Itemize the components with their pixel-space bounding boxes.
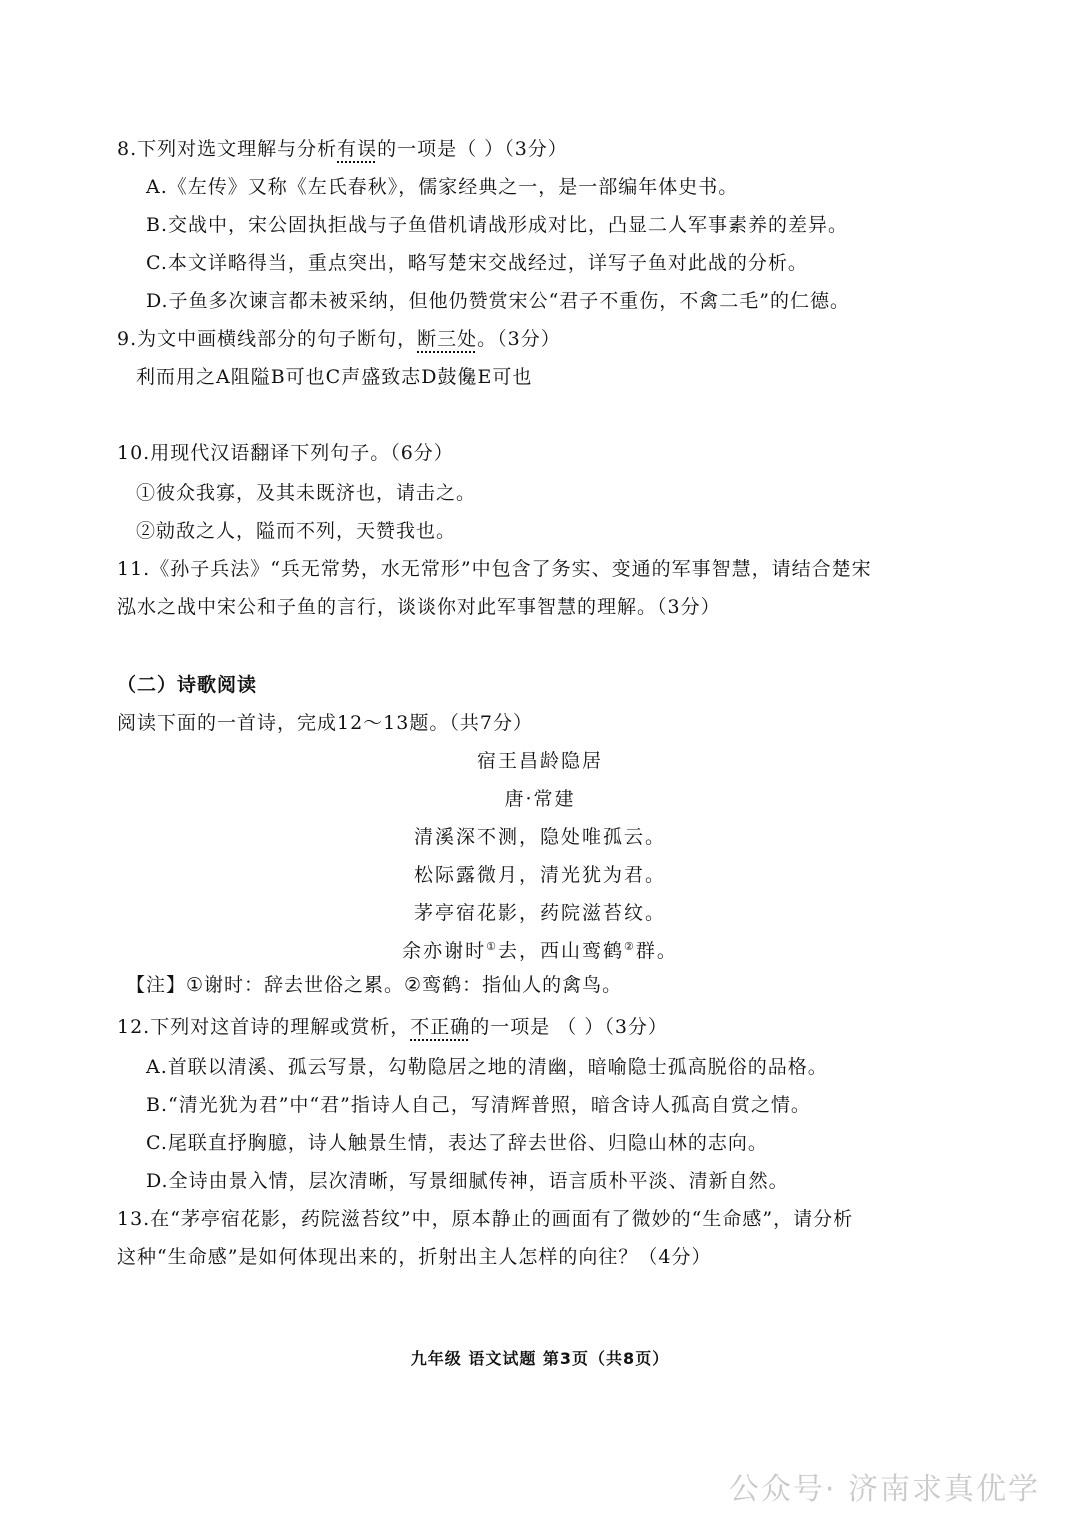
q13-line-2: 这种“生命感”是如何体现出来的，折射出主人怎样的向往？（4分） [117, 1246, 712, 1268]
q9-stem: 9.为文中画横线部分的句子断句，断三处。（3分） [117, 328, 561, 350]
q8-option-d: D.子鱼多次谏言都未被采纳，但他仍赞赏宋公“君子不重伤，不禽二毛”的仁德。 [146, 290, 851, 312]
section-title: （二）诗歌阅读 [117, 674, 258, 696]
q12-option-d: D.全诗由景入情，层次清晰，写景细腻传神，语言质朴平淡、清新自然。 [146, 1170, 789, 1192]
q12-emphasis: 不正确 [410, 1016, 471, 1038]
poem-line-3: 茅亭宿花影，药院滋苔纹。 [413, 902, 666, 924]
poem-line-2: 松际露微月，清光犹为君。 [413, 864, 666, 886]
q8-stem: 8.下列对选文理解与分析有误的一项是（ ）（3分） [117, 138, 568, 160]
poem-line-4: 余亦谢时①去，西山鸾鹤②群。 [402, 940, 678, 962]
q9-emphasis: 断三处 [417, 328, 478, 350]
poem-author: 唐·常建 [504, 788, 576, 810]
q12-stem: 12.下列对这首诗的理解或赏析，不正确的一项是 （ ）（3分） [117, 1016, 668, 1038]
q11-line-2: 泓水之战中宋公和子鱼的言行，谈谈你对此军事智慧的理解。（3分） [117, 596, 721, 618]
q12-option-c: C.尾联直抒胸臆，诗人触景生情，表达了辞去世俗、归隐山林的志向。 [146, 1132, 768, 1154]
note-mark-2: ② [624, 940, 636, 953]
q12-option-a: A.首联以清溪、孤云写景，勾勒隐居之地的清幽，暗喻隐士孤高脱俗的品格。 [146, 1056, 828, 1078]
note-mark-1: ① [486, 940, 498, 953]
poem-note: 【注】①谢时：辞去世俗之累。②鸾鹤：指仙人的禽鸟。 [126, 974, 623, 996]
q11-line-1: 11.《孙子兵法》“兵无常势，水无常形”中包含了务实、变通的军事智慧，请结合楚宋 [117, 558, 872, 580]
q9-sentence: 利而用之A阻隘B可也C声盛致志D鼓儳E可也 [136, 366, 533, 388]
poem-line-1: 清溪深不测，隐处唯孤云。 [413, 826, 666, 848]
q8-option-c: C.本文详略得当，重点突出，略写楚宋交战经过，详写子鱼对此战的分析。 [146, 252, 808, 274]
q12-option-b: B.“清光犹为君”中“君”指诗人自己，写清辉普照，暗含诗人孤高自赏之情。 [146, 1094, 811, 1116]
section-instruction: 阅读下面的一首诗，完成12～13题。（共7分） [117, 712, 533, 734]
q10-stem: 10.用现代汉语翻译下列句子。（6分） [117, 442, 454, 464]
q8-option-a: A.《左传》又称《左氏春秋》，儒家经典之一，是一部编年体史书。 [146, 176, 739, 198]
q8-option-b: B.交战中，宋公固执拒战与子鱼借机请战形成对比，凸显二人军事素养的差异。 [146, 214, 849, 236]
q10-item-1: ①彼众我寡，及其未既济也，请击之。 [136, 482, 477, 504]
poem-title: 宿王昌龄隐居 [476, 750, 603, 772]
page-footer: 九年级 语文试题 第3页（共8页） [410, 1349, 670, 1368]
watermark: 公众号· 济南求真优学 [728, 1472, 1040, 1507]
q10-item-2: ②勍敌之人，隘而不列，天赞我也。 [136, 520, 457, 542]
q8-emphasis: 有误 [337, 138, 378, 160]
q13-line-1: 13.在“茅亭宿花影，药院滋苔纹”中，原本静止的画面有了微妙的“生命感”，请分析 [117, 1208, 854, 1230]
